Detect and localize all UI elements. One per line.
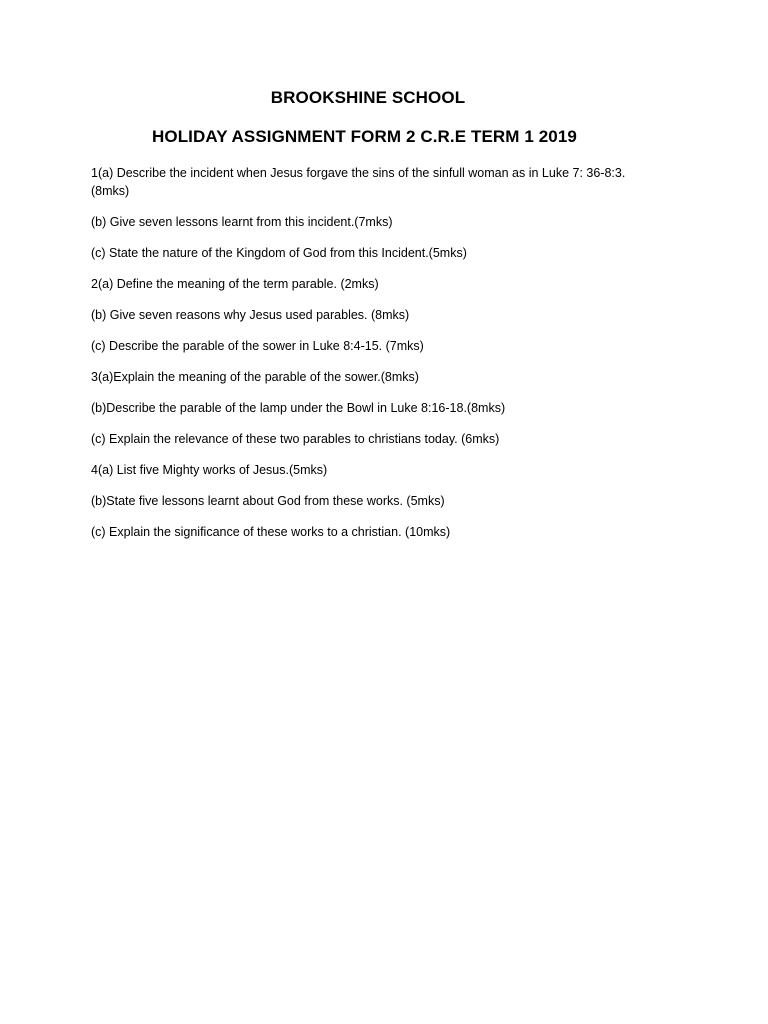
- question-list: [91, 164, 661, 554]
- question-1a: 1(a) Describe the incident when Jesus forgave the sins of the sinfull woman as in Luke 7: 36-8:3. (8mks): [91, 166, 626, 198]
- school-name: BROOKSHINE SCHOOL: [270, 88, 466, 107]
- question-4a: 4(a) List five Mighty works of Jesus.(5mks): [91, 463, 328, 477]
- question-3b: (b)Describe the parable of the lamp under the Bowl in Luke 8:16-18.(8mks): [91, 401, 506, 415]
- assignment-title: HOLIDAY ASSIGNMENT FORM 2 C.R.E TERM 1 2019: [152, 127, 577, 146]
- question-2c: (c) Describe the parable of the sower in Luke 8:4-15. (7mks): [91, 339, 424, 353]
- question-1c: (c) State the nature of the Kingdom of God from this Incident.(5mks): [91, 246, 467, 260]
- question-2b: (b) Give seven reasons why Jesus used parables. (8mks): [91, 308, 410, 322]
- question-4b: (b)State five lessons learnt about God from these works. (5mks): [91, 494, 445, 508]
- question-1b: (b) Give seven lessons learnt from this incident.(7mks): [91, 215, 393, 229]
- question-2a: 2(a) Define the meaning of the term parable. (2mks): [91, 277, 379, 291]
- question-4c: (c) Explain the significance of these works to a christian. (10mks): [91, 525, 451, 539]
- question-3c: (c) Explain the relevance of these two parables to christians today. (6mks): [91, 432, 500, 446]
- question-3a: 3(a)Explain the meaning of the parable of the sower.(8mks): [91, 370, 419, 384]
